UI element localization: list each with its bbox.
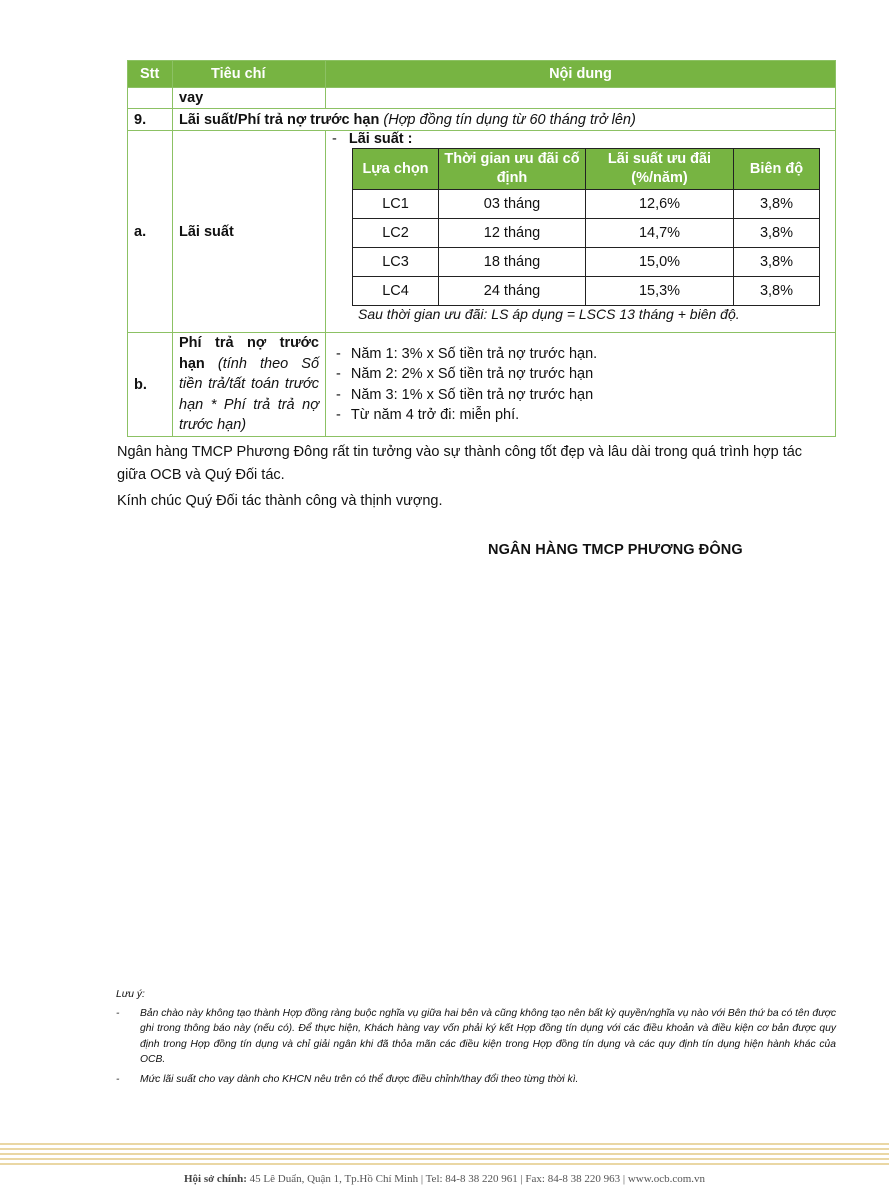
rate-col-period: Thời gian ưu đãi cố định xyxy=(439,149,586,190)
period-cell: 18 tháng xyxy=(439,248,586,277)
list-item: - Bản chào này không tạo thành Hợp đồng ràng buộc nghĩa vụ giữa hai bên và cũng không tạo nên bất kỳ quyền/nghĩa vụ nào với Bên thứ ba có tên được ghi trong thông báo này (nếu có). Để thực hiện, Khách hàng vay vốn phải ký kết Hợp đồng tín dụng với các điều khoản và điều kiện cơ bản được quy định trong Hợp đồng tín dụng và chỉ giải ngân khi đã thỏa mãn các điều kiện trong Hợp đồng tín dụng và các quy định tín dụng hiện hành khác của OCB. xyxy=(116,1006,836,1068)
rate-col-option: Lựa chọn xyxy=(353,149,439,190)
table-row-vay xyxy=(128,88,836,109)
notes-label: Lưu ý: xyxy=(116,989,145,1000)
period-cell: 03 tháng xyxy=(439,190,586,219)
margin-cell: 3,8% xyxy=(734,248,820,277)
period-cell: 24 tháng xyxy=(439,277,586,306)
margin-cell: 3,8% xyxy=(734,219,820,248)
signature: NGÂN HÀNG TMCP PHƯƠNG ĐÔNG xyxy=(488,542,743,558)
option-cell: LC4 xyxy=(353,277,439,306)
row-9-title-text: Lãi suất/Phí trả nợ trước hạn xyxy=(179,111,380,128)
stt-9: 9. xyxy=(128,109,173,131)
wishes-paragraph: Kính chúc Quý Đối tác thành công và thịnh vượng. xyxy=(117,493,443,509)
closing-paragraph: Ngân hàng TMCP Phương Đông rất tin tưởng vào sự thành công tốt đẹp và lâu dài trong quá trình hợp tác giữa OCB và Quý Đối tác. xyxy=(117,444,803,483)
stt-b: b. xyxy=(128,333,173,437)
rate-table xyxy=(352,148,820,306)
table-header-row xyxy=(128,61,836,88)
table-row-b xyxy=(128,333,836,437)
option-cell: LC2 xyxy=(353,219,439,248)
fee-content xyxy=(326,333,836,437)
row-9-note: (Hợp đồng tín dụng từ 60 tháng trở lên) xyxy=(383,111,636,128)
criteria-b xyxy=(173,333,326,437)
criteria-a: Lãi suất xyxy=(173,131,326,333)
header-content: Nội dung xyxy=(326,61,836,88)
table-row xyxy=(353,248,820,277)
criteria-b-bold: Phí trả nợ trước hạn xyxy=(179,335,319,372)
margin-cell: 3,8% xyxy=(734,277,820,306)
list-item: - Mức lãi suất cho vay dành cho KHCN nêu trên có thể được điều chỉnh/thay đổi theo từng thời kì. xyxy=(116,1072,836,1087)
option-cell: LC3 xyxy=(353,248,439,277)
footer-text: 45 Lê Duẩn, Quận 1, Tp.Hồ Chí Minh | Tel: 84-8 38 220 961 | Fax: 84-8 38 220 963 | www.ocb.com.vn xyxy=(249,1173,706,1185)
option-cell: LC1 xyxy=(353,190,439,219)
footer-label: Hội sở chính: xyxy=(183,1173,247,1185)
period-cell: 12 tháng xyxy=(439,219,586,248)
table-row xyxy=(353,219,820,248)
notes-list xyxy=(116,1006,836,1091)
table-row-9 xyxy=(128,109,836,131)
footer-stripes xyxy=(0,1143,889,1166)
table-row xyxy=(353,190,820,219)
list-item: - Năm 2: 2% x Số tiền trả nợ trước hạn xyxy=(336,364,829,385)
row-9-title xyxy=(173,109,836,131)
rate-cell: 14,7% xyxy=(586,219,734,248)
rate-content xyxy=(326,131,836,333)
rate-cell: 12,6% xyxy=(586,190,734,219)
footer xyxy=(0,1173,889,1185)
rate-cell: 15,0% xyxy=(586,248,734,277)
header-stt: Stt xyxy=(128,61,173,88)
table-row-a xyxy=(128,131,836,333)
rate-cell: 15,3% xyxy=(586,277,734,306)
list-item: - Năm 3: 1% x Số tiền trả nợ trước hạn xyxy=(336,385,829,406)
stt-a: a. xyxy=(128,131,173,333)
rate-heading-text: Lãi suất : xyxy=(348,131,413,147)
list-item: - Năm 1: 3% x Số tiền trả nợ trước hạn. xyxy=(336,344,829,365)
table-row xyxy=(353,277,820,306)
rate-col-rate: Lãi suất ưu đãi (%/năm) xyxy=(586,149,734,190)
terms-table xyxy=(127,60,836,437)
header-criteria: Tiêu chí xyxy=(173,61,326,88)
rate-heading xyxy=(332,131,829,148)
list-item: - Từ năm 4 trở đi: miễn phí. xyxy=(336,405,829,426)
margin-cell: 3,8% xyxy=(734,190,820,219)
rate-dash: - xyxy=(332,131,337,147)
rate-col-margin: Biên độ xyxy=(734,149,820,190)
fee-list xyxy=(332,344,829,426)
rate-table-header xyxy=(353,149,820,190)
rate-after-note: Sau thời gian ưu đãi: LS áp dụng = LSCS 13 tháng + biên độ. xyxy=(358,306,740,322)
criteria-vay: vay xyxy=(173,88,326,109)
criteria-b-italic: (tính theo Số tiền trả/tất toán trước hạn * Phí trả trả nợ trước hạn) xyxy=(179,355,320,434)
